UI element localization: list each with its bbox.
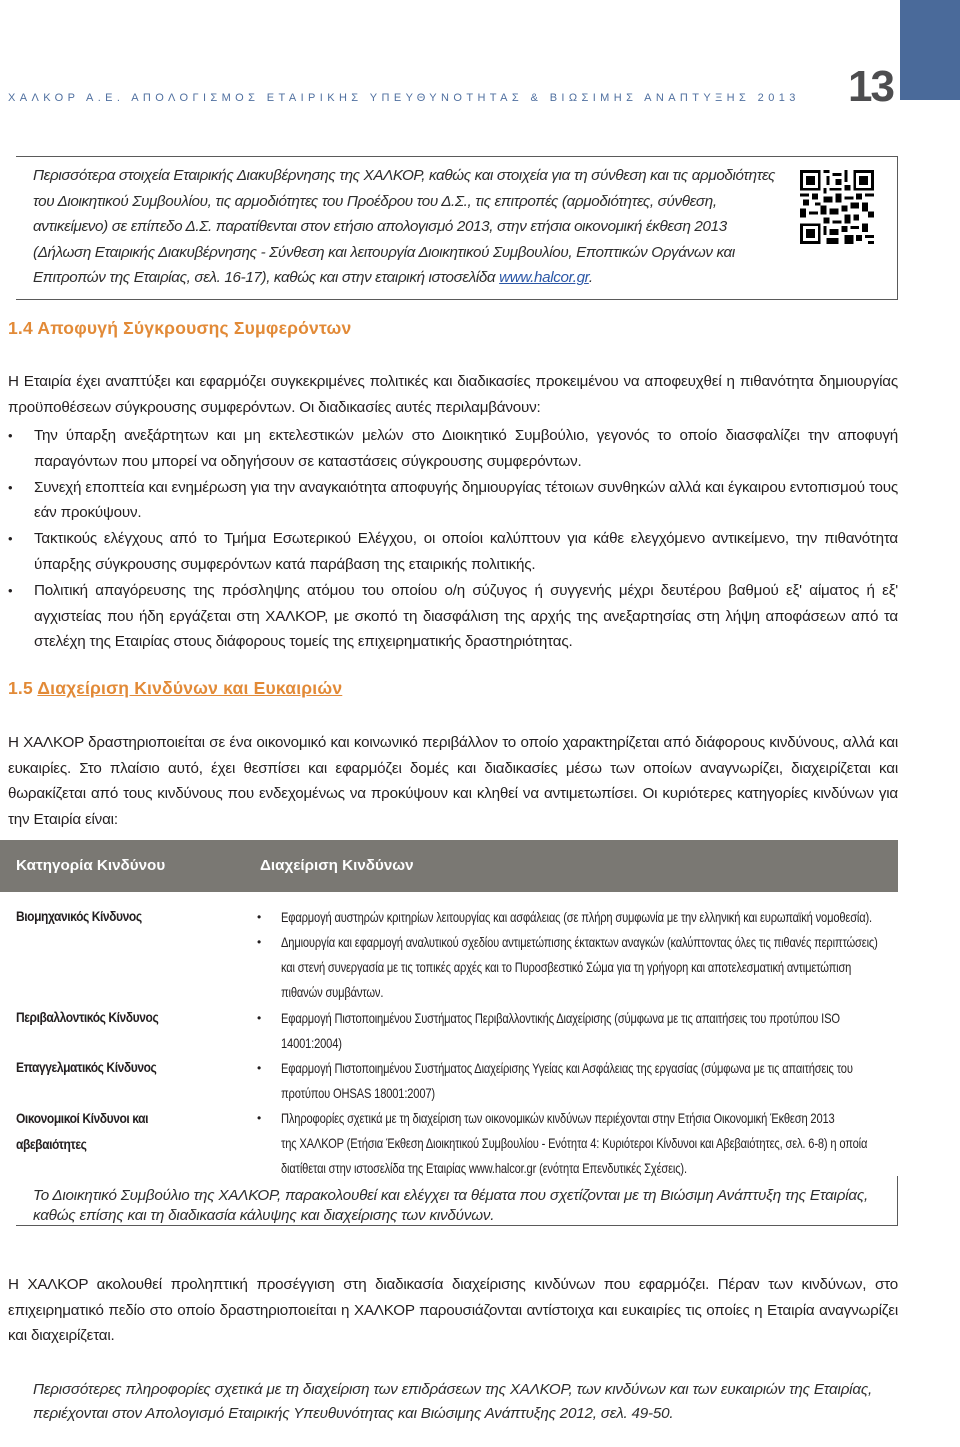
conflict-bullet-list [8,423,898,655]
risk-measure-line: διατίθεται στην ιστοσελίδα της Εταιρίας www.halcor.gr (ενότητα Επενδυτικές Σχέσεις). [281,1161,687,1176]
table-header-management: Διαχείριση Κινδύνων [260,857,414,874]
bullet-dot: • [257,1061,262,1075]
running-header: ΧΑΛΚΟΡ Α.Ε. ΑΠΟΛΟΓΙΣΜΟΣ ΕΤΑΙΡΙΚΗΣ ΥΠΕΥΘΥΝΟΤΗΤΑΣ & ΒΙΩΣΙΜΗΣ ΑΝΑΠΤΥΞΗΣ 2013 [8,92,800,104]
footnote: Περισσότερες πληροφορίες σχετικά με τη διαχείριση των επιδράσεων της ΧΑΛΚΟΡ, των κινδύνων και των ευκαιριών της Εταιρίας, περιέχονται στον Απολογισμό Εταιρικής Υπευθυνότητας και Βιώσιμης Ανάπτυξης 2012, σελ. 49-50. [33,1381,873,1422]
bullet-dot: • [257,935,262,949]
info-box-text: Περισσότερα στοιχεία Εταιρικής Διακυβέρνησης της ΧΑΛΚΟΡ, καθώς και στοιχεία για τη σύνθεση και τις αρμοδιότητες του Διοικητικού Συμβουλίου, τις αρμοδιότητες του Προέδρου του Δ.Σ., τις επιτροπές (αρμοδιότητες, σύνθεση, αντικείμενο) σε επίπεδο Δ.Σ. παρατίθενται στον ετήσιο απολογισμό 2013, στην ετήσια οικονομική έκθεση 2013 (Δήλωση Εταιρικής Διακυβέρνησης - Σύνθεση και λειτουργία Διοικητικού Συμβουλίου, Εποπτικών Οργάνων και Επιτροπών της Εταιρίας, σελ. 16-17), καθώς και στην εταιρική ιστοσελίδα www.halcor.gr. [33,167,775,287]
table-header-category: Κατηγορία Κινδύνου [16,857,166,874]
risk-measure-line: Δημιουργία και εφαρμογή αναλυτικού σχεδίου αντιμετώπισης έκτακτων αναγκών (καλύπτοντας όλες τις πιθανές περιπτώσεις) [281,935,878,950]
list-item: • Συνεχή εποπτεία και ενημέρωση για την αναγκαιότητα αποφυγής δημιουργίας τέτοιων συνθηκών αλλά και έγκαιρου εντοπισμού τους εάν προκύψουν. [8,475,898,527]
risk-measure-line: 14001:2004) [281,1036,342,1051]
risk-measure-line: Εφαρμογή Πιστοποιημένου Συστήματος Περιβαλλοντικής Διαχείρισης (σύμφωνα με τις απαιτήσεις του προτύπου ISO [281,1011,840,1026]
section-1-4-heading: 1.4 Αποφυγή Σύγκρουσης Συμφερόντων [8,318,352,338]
section-1-5-heading: 1.5 Διαχείριση Κινδύνων και Ευκαιριών [8,678,343,698]
section-1-4-intro: Η Εταιρία έχει αναπτύξει και εφαρμόζει συγκεκριμένες πολιτικές και διαδικασίες προκειμένου να αποφευχθεί η πιθανότητα δημιουργίας προϋποθέσεων σύγκρουσης συμφερόντων. Οι διαδικασίες αυτές περιλαμβάνουν: [8,373,898,416]
table-note: Το Διοικητικό Συμβούλιο της ΧΑΛΚΟΡ, παρακολουθεί και ελέγχει τα θέματα που σχετίζονται με τη Βιώσιμη Ανάπτυξη της Εταιρίας, καθώς επίσης και τη διαδικασία κάλυψης και διαχείρισης των κινδύνων. [33,1187,869,1224]
risk-category: Περιβαλλοντικός Κίνδυνος [16,1009,159,1025]
qr-code-icon[interactable] [800,170,874,244]
risk-category: Επαγγελματικός Κίνδυνος [16,1059,157,1075]
closing-paragraph: Η ΧΑΛΚΟΡ ακολουθεί προληπτική προσέγγιση στη διαδικασία διαχείρισης κινδύνων που εφαρμόζει. Πέραν των κινδύνων, στο επιχειρηματικό πεδίο στο οποίο δραστηριοποιείται η ΧΑΛΚΟΡ παρουσιάζονται αντίστοιχα και ευκαιρίες τις οποίες η Εταιρία αναγνωρίζει και διαχειρίζεται. [8,1276,898,1345]
bullet-dot: • [257,910,262,924]
risk-measure-line: Πληροφορίες σχετικά με τη διαχείριση των οικονομικών κινδύνων περιέχονται στην Ετήσια Οικονομική Έκθεση 2013 [281,1111,835,1126]
risk-category: Βιομηχανικός Κίνδυνος [16,908,142,924]
bullet-dot: • [257,1111,262,1125]
page-number: 13 [848,62,893,111]
risk-measure-line: της ΧΑΛΚΟΡ (Ετήσια Έκθεση Διοικητικού Συμβουλίου - Ενότητα 4: Κυριότεροι Κίνδυνοι και Αβεβαιότητες, σελ. 6-8) η οποία [281,1136,868,1151]
bullet-dot: • [257,1011,262,1025]
risk-measure-line: προτύπου OHSAS 18001:2007) [281,1086,435,1101]
risk-category: Οικονομικοί Κίνδυνοι και αβεβαιότητες [16,1110,149,1152]
risk-measure-line: και στενή συνεργασία με τις τοπικές αρχές και το Πυροσβεστικό Σώμα για τη γρήγορη και αποτελεσματική αντιμετώπιση [281,960,852,975]
risk-measure-line: Εφαρμογή Πιστοποιημένου Συστήματος Διαχείρισης Υγείας και Ασφάλειας της εργασίας (σύμφωνα με τις απαιτήσεις του [281,1061,853,1076]
risk-measure-line: Εφαρμογή αυστηρών κριτηρίων λειτουργίας και ασφάλειας (σε πλήρη συμφωνία με την ελληνική και ευρωπαϊκή νομοθεσία). [281,910,873,925]
halcor-website-link[interactable]: www.halcor.gr [499,269,589,287]
list-item: • Πολιτική απαγόρευσης της πρόσληψης ατόμου του οποίου ο/η σύζυγος ή συγγενής μέχρι δευτέρου βαθμού εξ' αίματος ή εξ' αγχιστείας που ήδη εργάζεται στη ΧΑΛΚΟΡ, με σκοπό τη διασφάλιση της αρχής της ανεξαρτησίας στη λήψη αποφάσεων από τα στελέχη της Εταιρίας στους διάφορους τομείς της επιχειρηματικής δραστηριότητας. [8,578,898,655]
section-1-5-intro: Η ΧΑΛΚΟΡ δραστηριοποιείται σε ένα οικονομικό και κοινωνικό περιβάλλον το οποίο χαρακτηρίζεται από διάφορους κινδύνους, αλλά και ευκαιρίες. Στο πλαίσιο αυτό, έχει θεσπίσει και εφαρμόζει δομές και διαδικασίες μέσω των οποίων αναγνωρίζει, διαχειρίζεται και θωρακίζεται από τους κινδύνους που ενδεχομένως να προκύψουν και κληθεί να αντιμετωπίσει. Οι κυριότερες κατηγορίες κινδύνων για την Εταιρία είναι: [8,734,898,828]
corner-accent-tab [900,0,960,100]
risk-measure-line: πιθανών συμβάντων. [281,985,384,1000]
list-item: • Την ύπαρξη ανεξάρτητων και μη εκτελεστικών μελών στο Διοικητικό Συμβούλιο, γεγονός το οποίο διασφαλίζει την αποφυγή παραγόντων που μπορεί να οδηγήσουν σε καταστάσεις σύγκρουσης συμφερόντων. [8,423,898,475]
list-item: • Τακτικούς ελέγχους από το Τμήμα Εσωτερικού Ελέγχου, οι οποίοι καλύπτουν για κάθε ελεγχόμενο αντικείμενο, την πιθανότητα ύπαρξης σύγκρουσης συμφερόντων κατά παράβαση της εταιρικής πολιτικής. [8,526,898,578]
